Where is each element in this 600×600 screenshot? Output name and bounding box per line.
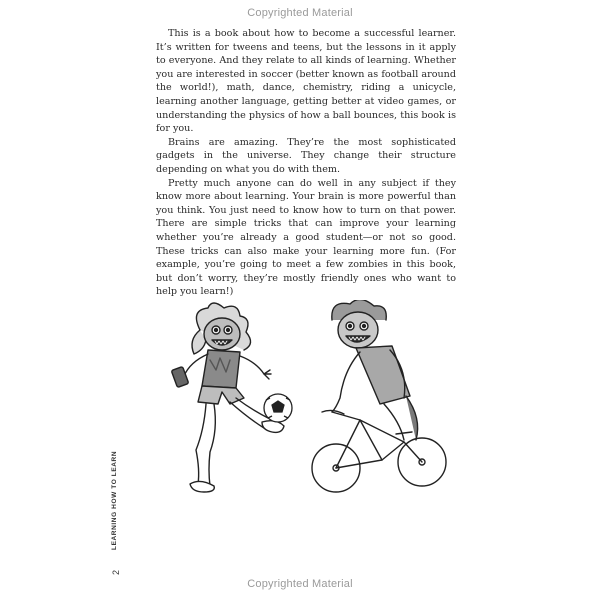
soccer-ball-icon <box>264 394 292 422</box>
paragraph-3: Pretty much anyone can do well in any subject if they know more about learning. Your brain is more powerful than you think. You just need to know how to turn on that power. There are simple tricks that can improve your learning whether you’re already a good student—or not so good. These tricks can also make your learning more fun. (For example, you’re going to meet a few zombies in this book, but don’t worry, they’re mostly friendly ones who want to help you learn!) <box>156 177 456 298</box>
paragraph-1: This is a book about how to become a successful learner. It’s written for tweens and teens, but the lessons in it apply to everyone. And they relate to all kinds of learning. Whether you are interested in soccer (better known as football around the world!), math, dance, chemistry, riding a unicycle, learning another language, getting better at video games, or understanding the physics of how a ball bounces, this book is for you. <box>156 28 456 135</box>
page-body <box>156 27 456 299</box>
zombie-boy-bicycle-illustration <box>312 300 446 492</box>
watermark-bottom: Copyrighted Material <box>247 578 353 590</box>
zombies-illustration <box>160 300 460 510</box>
paragraph-2: Brains are amazing. They’re the most sophisticated gadgets in the universe. They change their structure depending on what you do with them. <box>156 136 456 175</box>
page-number: 2 <box>111 569 121 575</box>
zombie-girl-soccer-illustration <box>171 303 284 492</box>
watermark-top: Copyrighted Material <box>247 7 353 19</box>
running-head: LEARNING HOW TO LEARN <box>111 450 118 550</box>
